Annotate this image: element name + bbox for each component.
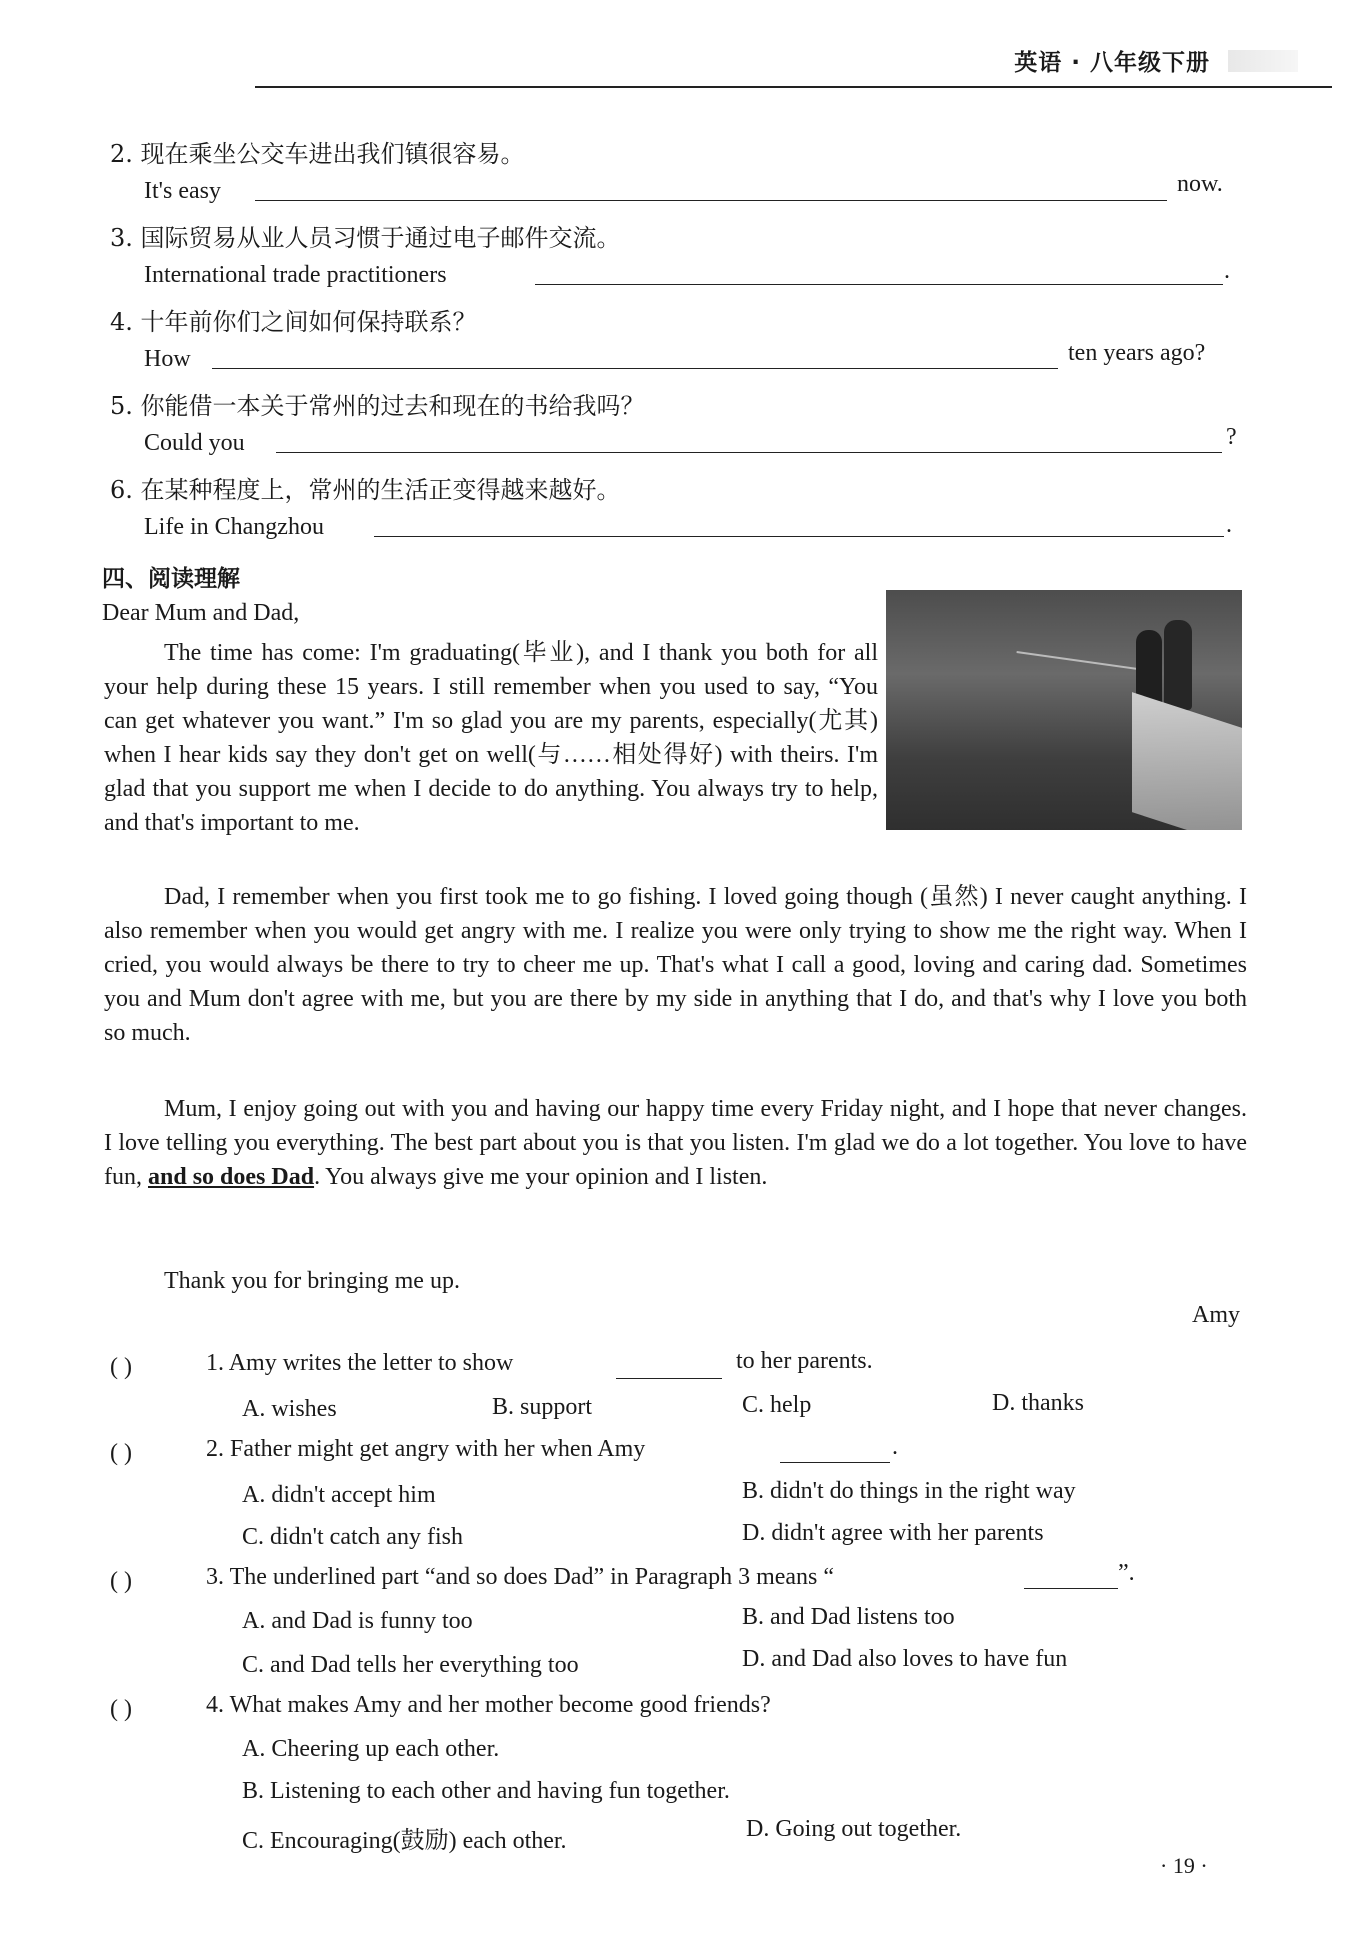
question-number: 1.	[206, 1350, 224, 1376]
question-1-blank[interactable]	[616, 1378, 722, 1379]
stem-text: Amy writes the letter to show	[228, 1350, 514, 1376]
question-number: 2.	[206, 1436, 224, 1462]
translation-item-5-suffix: ?	[1226, 424, 1237, 450]
translation-item-4-prefix: How	[144, 346, 191, 372]
translation-item-4-suffix: ten years ago?	[1068, 340, 1206, 366]
question-3-option-d[interactable]: D. and Dad also loves to have fun	[742, 1646, 1068, 1672]
translation-item-2-prefix: It's easy	[144, 178, 221, 204]
question-3-stem	[206, 1564, 834, 1591]
item-number: 2.	[110, 140, 133, 168]
header-decoration	[1228, 50, 1298, 72]
question-2-blank[interactable]	[780, 1462, 890, 1463]
item-number: 4.	[110, 308, 133, 336]
question-4-stem	[206, 1692, 771, 1719]
question-1-stem-end: to her parents.	[736, 1348, 873, 1374]
question-1-answer-paren[interactable]: ( )	[110, 1354, 132, 1380]
question-2-option-d[interactable]: D. didn't agree with her parents	[742, 1520, 1044, 1546]
question-1-option-c[interactable]: C. help	[742, 1392, 812, 1418]
page-header-title: 英语 · 八年级下册	[1014, 50, 1210, 76]
question-3-option-c[interactable]: C. and Dad tells her everything too	[242, 1652, 579, 1678]
translation-item-6-prefix: Life in Changzhou	[144, 514, 324, 540]
letter-paragraph-1	[104, 636, 878, 840]
translation-item-3-chinese	[110, 218, 621, 253]
header-rule	[255, 86, 1332, 88]
paragraph-1-text: The time has come: I'm graduating(毕业), and I thank you both for all your help during these 15 years. I still remember when you used to say, “You can get whatever you want.” I'm so glad you are my parents, especially(尤其) when I hear kids say they don't get on well(与……相处得好) with theirs. I'm glad that you support me when I decide to do anything. You always try to help, and that's important to me.	[104, 640, 878, 836]
question-number: 3.	[206, 1564, 224, 1590]
question-4-answer-paren[interactable]: ( )	[110, 1696, 132, 1722]
translation-item-2-chinese	[110, 134, 525, 169]
answer-blank-3[interactable]	[535, 284, 1223, 285]
section-heading-reading: 四、阅读理解	[102, 566, 240, 592]
answer-blank-6[interactable]	[374, 536, 1224, 537]
question-2-option-a[interactable]: A. didn't accept him	[242, 1482, 436, 1508]
stem-text: What makes Amy and her mother become good friends?	[229, 1692, 771, 1718]
answer-blank-4[interactable]	[212, 368, 1058, 369]
question-4-option-b[interactable]: B. Listening to each other and having fun together.	[242, 1778, 730, 1804]
chinese-sentence: 现在乘坐公交车进出我们镇很容易。	[140, 140, 525, 168]
paragraph-2-text: Dad, I remember when you first took me to go fishing. I loved going though (虽然) I never caught anything. I also remember when you would get angry with me. I realize you were only trying to show me the right way. When I cried, you would always be there to try to cheer me up. That's what I call a good, loving and caring dad. Sometimes you and Mum don't agree with me, but you are there by my side in anything that I do, and that's why I love you both so much.	[104, 884, 1247, 1046]
question-3-option-b[interactable]: B. and Dad listens too	[742, 1604, 955, 1630]
underlined-phrase: and so does Dad	[148, 1164, 315, 1190]
question-3-stem-end: ”.	[1118, 1560, 1135, 1586]
letter-greeting: Dear Mum and Dad,	[102, 600, 300, 626]
question-2-stem	[206, 1436, 645, 1463]
fishing-photo	[886, 590, 1242, 830]
father-figure	[1164, 620, 1192, 710]
item-number: 6.	[110, 476, 133, 504]
question-2-stem-end: .	[892, 1434, 898, 1460]
question-1-option-a[interactable]: A. wishes	[242, 1396, 337, 1422]
question-1-option-b[interactable]: B. support	[492, 1394, 593, 1420]
question-4-option-d[interactable]: D. Going out together.	[746, 1816, 962, 1842]
translation-item-3-suffix: .	[1224, 258, 1230, 284]
translation-item-3-prefix: International trade practitioners	[144, 262, 447, 288]
paragraph-3-text-before: Mum, I enjoy going out with you and having our happy time every Friday night, and I hope that never changes. I love telling you everything. The best part about you is that you listen. I'm glad we do a lot together. You love to have fun,	[104, 1096, 1247, 1190]
translation-item-2-suffix: now.	[1177, 171, 1223, 197]
question-4-option-a[interactable]: A. Cheering up each other.	[242, 1736, 500, 1762]
translation-item-6-suffix: .	[1226, 512, 1232, 538]
chinese-sentence: 在某种程度上，常州的生活正变得越来越好。	[140, 476, 621, 504]
translation-item-4-chinese	[110, 302, 477, 337]
question-number: 4.	[206, 1692, 224, 1718]
chinese-sentence: 国际贸易从业人员习惯于通过电子邮件交流。	[140, 224, 621, 252]
question-2-answer-paren[interactable]: ( )	[110, 1440, 132, 1466]
chinese-sentence: 你能借一本关于常州的过去和现在的书给我吗？	[140, 392, 645, 420]
letter-signature: Amy	[1192, 1302, 1240, 1328]
question-2-option-c[interactable]: C. didn't catch any fish	[242, 1524, 463, 1550]
question-2-option-b[interactable]: B. didn't do things in the right way	[742, 1478, 1076, 1504]
chinese-sentence: 十年前你们之间如何保持联系？	[140, 308, 477, 336]
dock-shape	[1132, 692, 1242, 830]
question-3-answer-paren[interactable]: ( )	[110, 1568, 132, 1594]
question-3-option-a[interactable]: A. and Dad is funny too	[242, 1608, 473, 1634]
item-number: 5.	[110, 392, 133, 420]
paragraph-3-text-after: . You always give me your opinion and I listen.	[314, 1164, 768, 1190]
stem-text: The underlined part “and so does Dad” in Paragraph 3 means “	[229, 1564, 835, 1590]
question-3-blank[interactable]	[1024, 1588, 1118, 1589]
fishing-rod-shape	[1016, 651, 1145, 671]
item-number: 3.	[110, 224, 133, 252]
question-1-option-d[interactable]: D. thanks	[992, 1390, 1084, 1416]
translation-item-6-chinese	[110, 470, 621, 505]
letter-paragraph-4: Thank you for bringing me up.	[164, 1268, 460, 1294]
letter-paragraph-3	[104, 1092, 1247, 1194]
question-4-option-c[interactable]: C. Encouraging(鼓励) each other.	[242, 1828, 567, 1854]
translation-item-5-chinese	[110, 386, 645, 421]
answer-blank-2[interactable]	[255, 200, 1167, 201]
letter-paragraph-2	[104, 880, 1247, 1050]
stem-text: Father might get angry with her when Amy	[230, 1436, 646, 1462]
question-1-stem	[206, 1350, 513, 1377]
translation-item-5-prefix: Could you	[144, 430, 245, 456]
answer-blank-5[interactable]	[276, 452, 1222, 453]
page-number: · 19 ·	[1160, 1853, 1208, 1878]
